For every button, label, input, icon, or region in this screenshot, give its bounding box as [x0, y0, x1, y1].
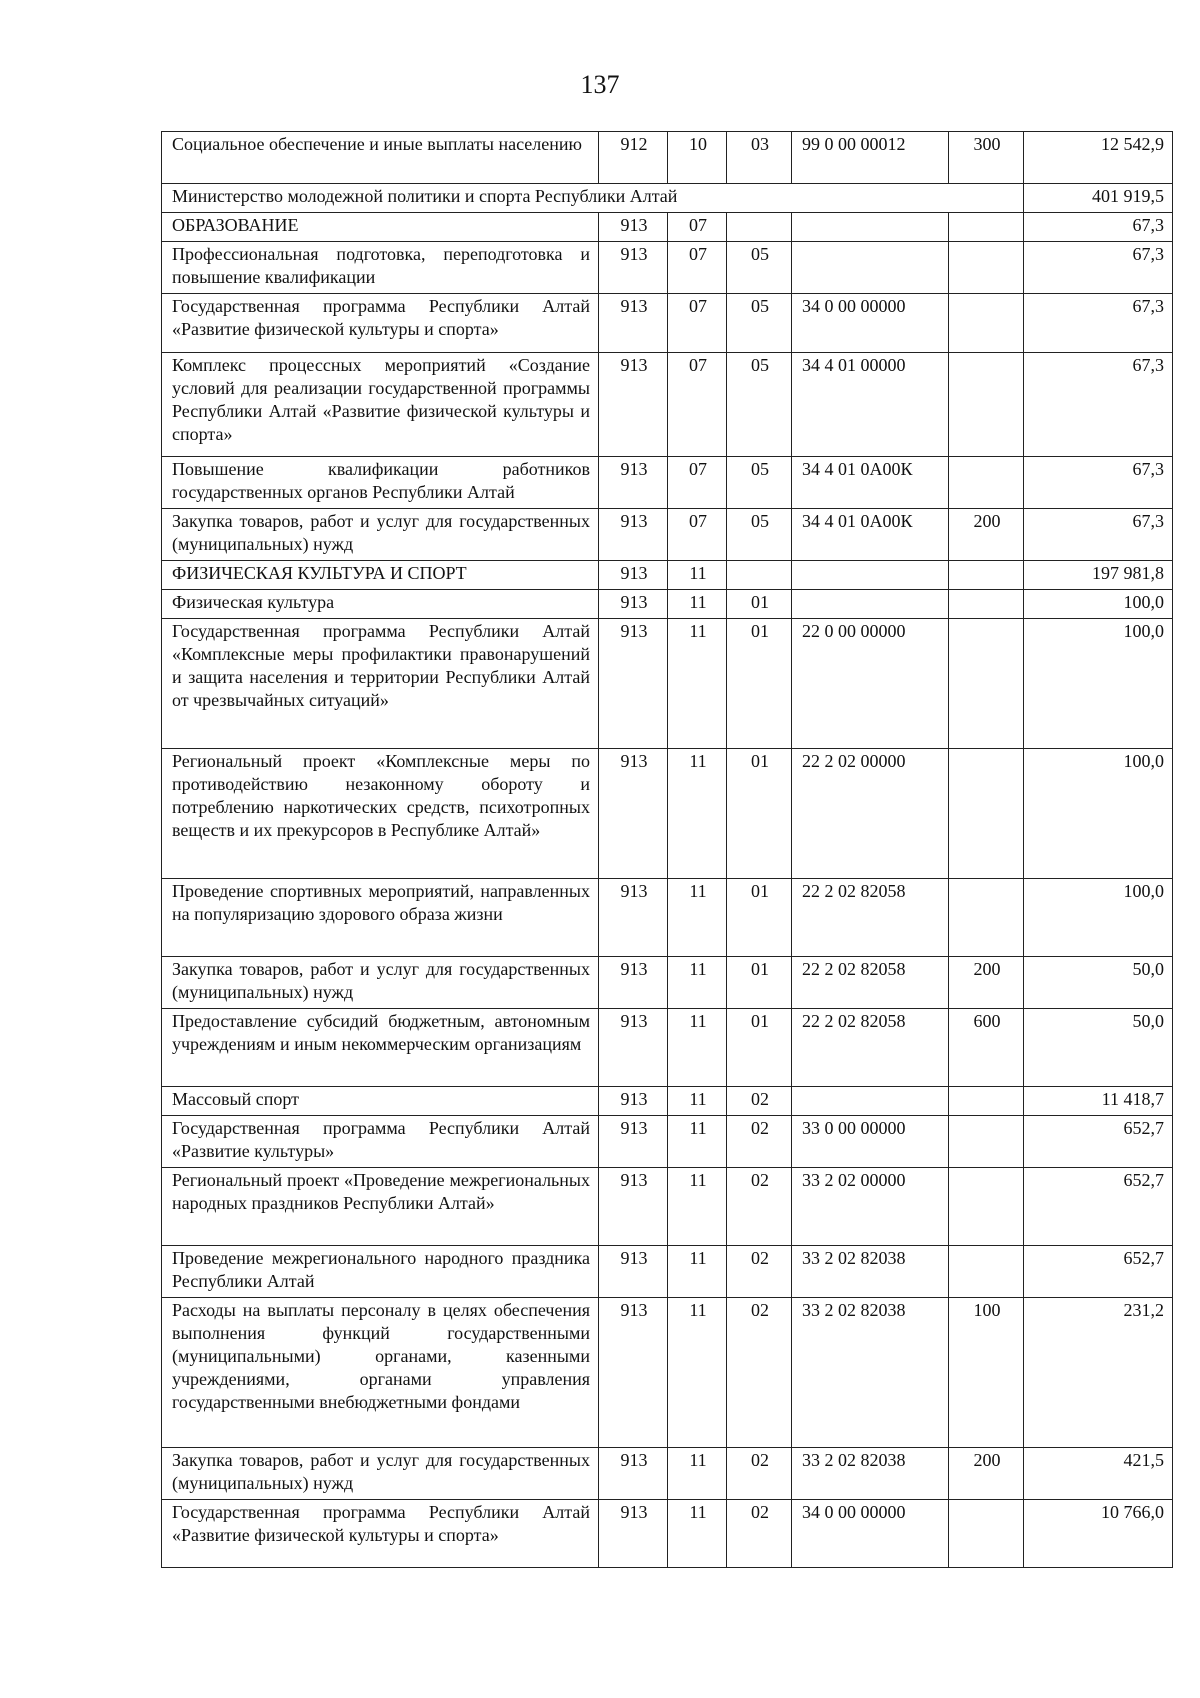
- expense-type-cell: 100: [949, 1298, 1024, 1448]
- expense-type-cell: [949, 879, 1024, 957]
- table-row: [162, 957, 1173, 1009]
- row-name-cell: Проведение спортивных мероприятий, направленных на популяризацию здорового образа жизни: [162, 879, 599, 957]
- subsection-code-cell: 05: [727, 509, 792, 561]
- row-name-cell: Повышение квалификации работников государственных органов Республики Алтай: [162, 457, 599, 509]
- row-name-cell: Профессиональная подготовка, переподготовка и повышение квалификации: [162, 242, 599, 294]
- target-article-cell: 34 0 00 00000: [792, 294, 949, 353]
- target-article-cell: 99 0 00 00012: [792, 132, 949, 184]
- target-article-cell: 22 0 00 00000: [792, 619, 949, 749]
- sum-cell: 10 766,0: [1024, 1500, 1173, 1568]
- ministry-code-cell: 913: [599, 1168, 668, 1246]
- section-code-cell: 11: [668, 1009, 727, 1087]
- section-code-cell: 07: [668, 353, 727, 457]
- target-article-cell: 34 4 01 00000: [792, 353, 949, 457]
- section-code-cell: 07: [668, 213, 727, 242]
- table-row: [162, 1298, 1173, 1448]
- expense-type-cell: [949, 1087, 1024, 1116]
- row-name-cell: Расходы на выплаты персоналу в целях обеспечения выполнения функций государственными (муниципальными) органами, казенными учреждениями, органами управления государственными внебюджетными фондами: [162, 1298, 599, 1448]
- sum-cell: 100,0: [1024, 879, 1173, 957]
- table-row: [162, 879, 1173, 957]
- expense-type-cell: [949, 561, 1024, 590]
- ministry-code-cell: 913: [599, 213, 668, 242]
- table-row: [162, 1168, 1173, 1246]
- table-row: [162, 353, 1173, 457]
- section-code-cell: 07: [668, 242, 727, 294]
- ministry-code-cell: 913: [599, 242, 668, 294]
- table-row: [162, 294, 1173, 353]
- expense-type-cell: [949, 213, 1024, 242]
- target-article-cell: [792, 590, 949, 619]
- section-code-cell: 07: [668, 294, 727, 353]
- row-name-cell: Массовый спорт: [162, 1087, 599, 1116]
- subsection-code-cell: 02: [727, 1500, 792, 1568]
- target-article-cell: 33 2 02 82038: [792, 1298, 949, 1448]
- row-name-cell: Государственная программа Республики Алтай «Комплексные меры профилактики правонарушений и защита населения и территории Республики Алтай от чрезвычайных ситуаций»: [162, 619, 599, 749]
- expense-type-cell: [949, 1116, 1024, 1168]
- ministry-code-cell: 913: [599, 957, 668, 1009]
- target-article-cell: [792, 213, 949, 242]
- section-code-cell: 11: [668, 619, 727, 749]
- ministry-code-cell: 913: [599, 749, 668, 879]
- table-row: [162, 619, 1173, 749]
- table-row: [162, 1087, 1173, 1116]
- row-name-cell: Комплекс процессных мероприятий «Создание условий для реализации государственной программы Республики Алтай «Развитие физической культуры и спорта»: [162, 353, 599, 457]
- subsection-code-cell: 02: [727, 1116, 792, 1168]
- ministry-code-cell: 913: [599, 1116, 668, 1168]
- sum-cell: 67,3: [1024, 294, 1173, 353]
- subsection-code-cell: 01: [727, 879, 792, 957]
- sum-cell: 421,5: [1024, 1448, 1173, 1500]
- expense-type-cell: [949, 590, 1024, 619]
- sum-cell: 231,2: [1024, 1298, 1173, 1448]
- ministry-code-cell: 912: [599, 132, 668, 184]
- subsection-code-cell: 01: [727, 749, 792, 879]
- sum-cell: 67,3: [1024, 242, 1173, 294]
- target-article-cell: 22 2 02 82058: [792, 1009, 949, 1087]
- ministry-code-cell: 913: [599, 1246, 668, 1298]
- subsection-code-cell: 02: [727, 1298, 792, 1448]
- expense-type-cell: [949, 1246, 1024, 1298]
- row-name-cell: Закупка товаров, работ и услуг для государственных (муниципальных) нужд: [162, 1448, 599, 1500]
- row-name-cell: Государственная программа Республики Алтай «Развитие культуры»: [162, 1116, 599, 1168]
- row-name-cell: Государственная программа Республики Алтай «Развитие физической культуры и спорта»: [162, 1500, 599, 1568]
- section-code-cell: 11: [668, 749, 727, 879]
- expense-type-cell: [949, 1168, 1024, 1246]
- expense-type-cell: [949, 353, 1024, 457]
- target-article-cell: 34 4 01 0А00К: [792, 509, 949, 561]
- expense-type-cell: [949, 457, 1024, 509]
- sum-cell: 100,0: [1024, 749, 1173, 879]
- section-code-cell: 11: [668, 1448, 727, 1500]
- subsection-code-cell: 05: [727, 457, 792, 509]
- ministry-code-cell: 913: [599, 1087, 668, 1116]
- page-number: 137: [580, 70, 620, 99]
- ministry-code-cell: 913: [599, 1298, 668, 1448]
- target-article-cell: 22 2 02 82058: [792, 879, 949, 957]
- expense-type-cell: [949, 242, 1024, 294]
- table-row: [162, 1448, 1173, 1500]
- target-article-cell: [792, 1087, 949, 1116]
- row-name-cell: Региональный проект «Комплексные меры по противодействию незаконному обороту и потреблению наркотических средств, психотропных веществ и их прекурсоров в Республике Алтай»: [162, 749, 599, 879]
- subsection-code-cell: 05: [727, 353, 792, 457]
- sum-cell: 67,3: [1024, 353, 1173, 457]
- ministry-code-cell: 913: [599, 619, 668, 749]
- target-article-cell: 33 2 02 82038: [792, 1246, 949, 1298]
- section-code-cell: 11: [668, 957, 727, 1009]
- section-code-cell: 11: [668, 1298, 727, 1448]
- table-row: [162, 1246, 1173, 1298]
- section-code-cell: 11: [668, 590, 727, 619]
- target-article-cell: 33 2 02 82038: [792, 1448, 949, 1500]
- subsection-code-cell: 05: [727, 294, 792, 353]
- section-code-cell: 11: [668, 1246, 727, 1298]
- row-name-cell: ОБРАЗОВАНИЕ: [162, 213, 599, 242]
- table-row: [162, 184, 1173, 213]
- subsection-code-cell: 02: [727, 1168, 792, 1246]
- ministry-code-cell: 913: [599, 1009, 668, 1087]
- expense-type-cell: 200: [949, 957, 1024, 1009]
- expense-type-cell: [949, 749, 1024, 879]
- target-article-cell: [792, 561, 949, 590]
- sum-cell: 100,0: [1024, 590, 1173, 619]
- ministry-code-cell: 913: [599, 353, 668, 457]
- expense-type-cell: 200: [949, 509, 1024, 561]
- sum-cell: 12 542,9: [1024, 132, 1173, 184]
- row-name-cell: Проведение межрегионального народного праздника Республики Алтай: [162, 1246, 599, 1298]
- ministry-code-cell: 913: [599, 561, 668, 590]
- subsection-code-cell: 01: [727, 619, 792, 749]
- sum-cell: 652,7: [1024, 1116, 1173, 1168]
- table-row: [162, 749, 1173, 879]
- sum-cell: 652,7: [1024, 1246, 1173, 1298]
- row-name-cell: Социальное обеспечение и иные выплаты населению: [162, 132, 599, 184]
- target-article-cell: 33 2 02 00000: [792, 1168, 949, 1246]
- section-code-cell: 11: [668, 1500, 727, 1568]
- target-article-cell: [792, 242, 949, 294]
- ministry-code-cell: 913: [599, 509, 668, 561]
- budget-table-body: [162, 132, 1173, 1568]
- sum-cell: 197 981,8: [1024, 561, 1173, 590]
- table-row: [162, 242, 1173, 294]
- table-row: [162, 213, 1173, 242]
- ministry-code-cell: 913: [599, 294, 668, 353]
- subsection-code-cell: 01: [727, 957, 792, 1009]
- table-row: [162, 132, 1173, 184]
- section-code-cell: 11: [668, 879, 727, 957]
- ministry-code-cell: 913: [599, 457, 668, 509]
- subsection-code-cell: 03: [727, 132, 792, 184]
- expense-type-cell: 200: [949, 1448, 1024, 1500]
- expense-type-cell: [949, 1500, 1024, 1568]
- budget-table: [161, 131, 1173, 1568]
- subsection-code-cell: 02: [727, 1246, 792, 1298]
- expense-type-cell: [949, 294, 1024, 353]
- ministry-code-cell: 913: [599, 1500, 668, 1568]
- ministry-code-cell: 913: [599, 1448, 668, 1500]
- section-code-cell: 07: [668, 457, 727, 509]
- subsection-code-cell: 02: [727, 1087, 792, 1116]
- sum-cell: 401 919,5: [1024, 184, 1173, 213]
- row-name-cell: Закупка товаров, работ и услуг для государственных (муниципальных) нужд: [162, 957, 599, 1009]
- sum-cell: 652,7: [1024, 1168, 1173, 1246]
- subsection-code-cell: 02: [727, 1448, 792, 1500]
- subsection-code-cell: [727, 213, 792, 242]
- subsection-code-cell: 05: [727, 242, 792, 294]
- table-row: [162, 509, 1173, 561]
- row-name-cell: ФИЗИЧЕСКАЯ КУЛЬТУРА И СПОРТ: [162, 561, 599, 590]
- section-code-cell: 11: [668, 561, 727, 590]
- subsection-code-cell: 01: [727, 590, 792, 619]
- table-row: [162, 1116, 1173, 1168]
- ministry-code-cell: 913: [599, 879, 668, 957]
- subsection-code-cell: 01: [727, 1009, 792, 1087]
- expense-type-cell: 300: [949, 132, 1024, 184]
- sum-cell: 100,0: [1024, 619, 1173, 749]
- target-article-cell: 33 0 00 00000: [792, 1116, 949, 1168]
- table-row: [162, 561, 1173, 590]
- row-name-cell: Физическая культура: [162, 590, 599, 619]
- target-article-cell: 22 2 02 00000: [792, 749, 949, 879]
- row-name-cell: Предоставление субсидий бюджетным, автономным учреждениям и иным некоммерческим организациям: [162, 1009, 599, 1087]
- row-name-cell: Закупка товаров, работ и услуг для государственных (муниципальных) нужд: [162, 509, 599, 561]
- section-code-cell: 11: [668, 1168, 727, 1246]
- ministry-code-cell: 913: [599, 590, 668, 619]
- sum-cell: 11 418,7: [1024, 1087, 1173, 1116]
- section-code-cell: 07: [668, 509, 727, 561]
- target-article-cell: 34 4 01 0А00К: [792, 457, 949, 509]
- row-name-cell: Министерство молодежной политики и спорта Республики Алтай: [162, 184, 1024, 213]
- sum-cell: 50,0: [1024, 957, 1173, 1009]
- target-article-cell: 22 2 02 82058: [792, 957, 949, 1009]
- expense-type-cell: 600: [949, 1009, 1024, 1087]
- target-article-cell: 34 0 00 00000: [792, 1500, 949, 1568]
- sum-cell: 67,3: [1024, 213, 1173, 242]
- table-row: [162, 1009, 1173, 1087]
- row-name-cell: Региональный проект «Проведение межрегиональных народных праздников Республики Алтай»: [162, 1168, 599, 1246]
- row-name-cell: Государственная программа Республики Алтай «Развитие физической культуры и спорта»: [162, 294, 599, 353]
- table-row: [162, 1500, 1173, 1568]
- subsection-code-cell: [727, 561, 792, 590]
- sum-cell: 67,3: [1024, 509, 1173, 561]
- section-code-cell: 11: [668, 1087, 727, 1116]
- table-row: [162, 457, 1173, 509]
- sum-cell: 67,3: [1024, 457, 1173, 509]
- expense-type-cell: [949, 619, 1024, 749]
- section-code-cell: 10: [668, 132, 727, 184]
- section-code-cell: 11: [668, 1116, 727, 1168]
- table-row: [162, 590, 1173, 619]
- sum-cell: 50,0: [1024, 1009, 1173, 1087]
